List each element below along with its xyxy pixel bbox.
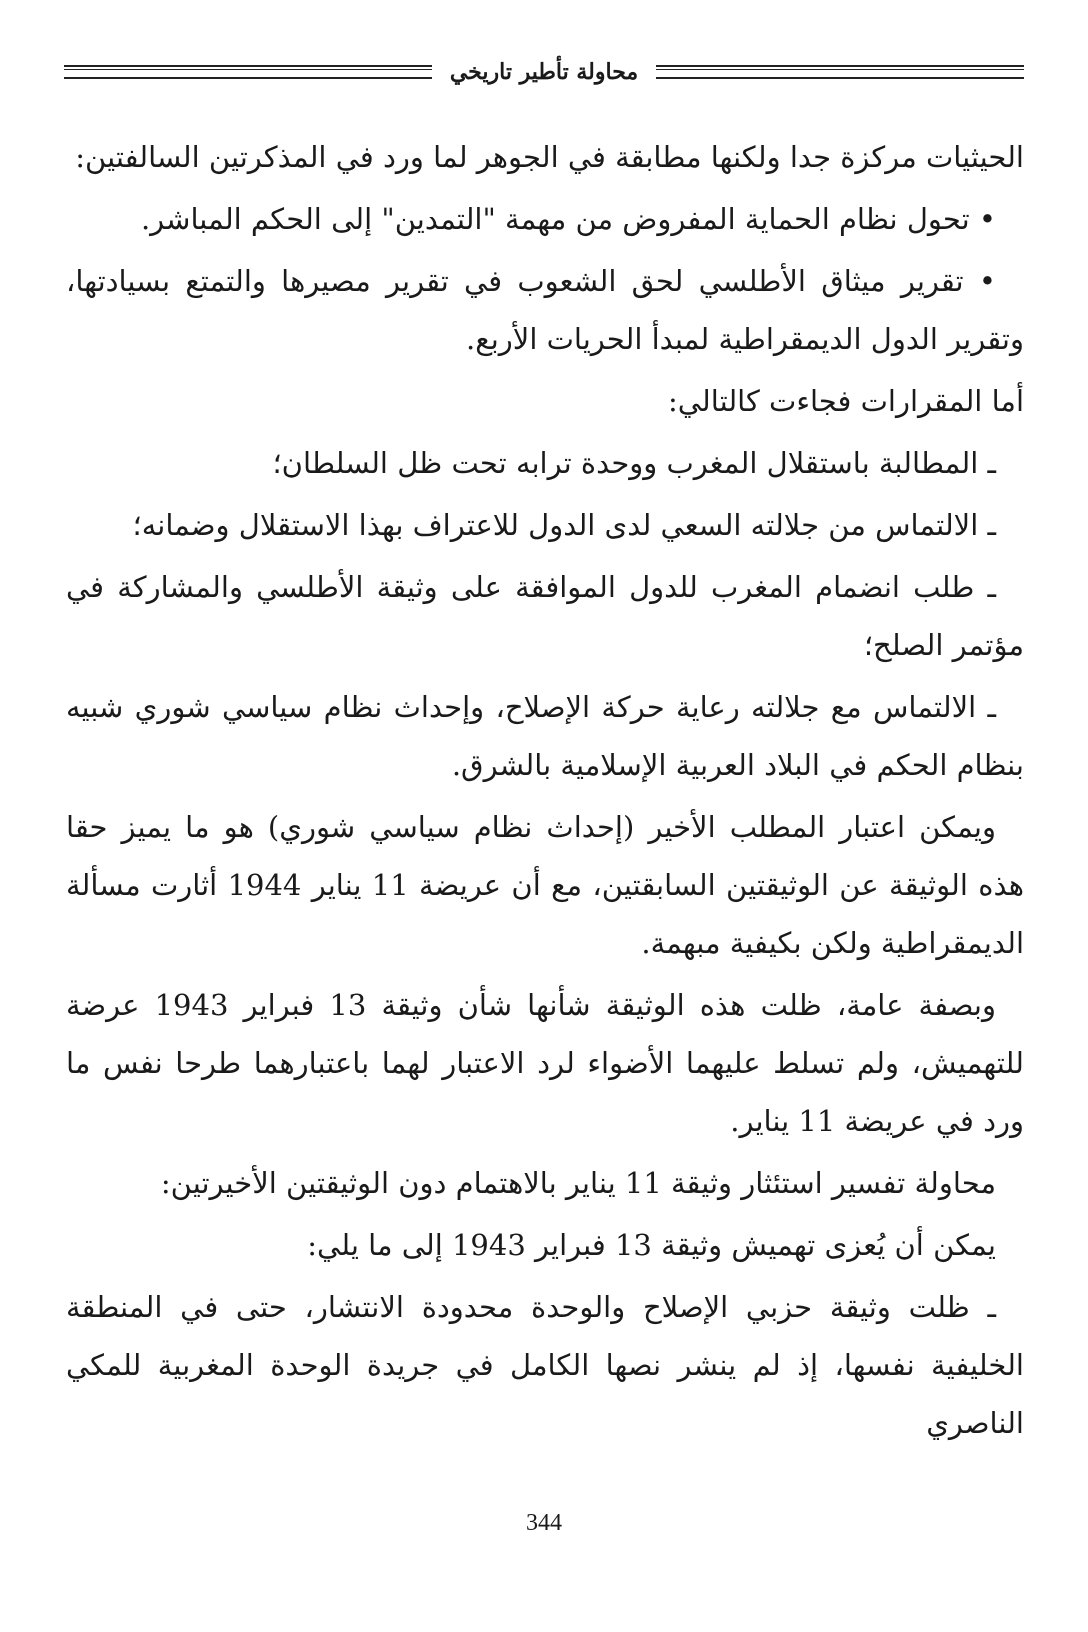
list-item: ـ الالتماس مع جلالته رعاية حركة الإصلاح، وإحداث نظام سياسي شوري شبيه بنظام الحكم في البلاد العربية الإسلامية بالشرق. bbox=[66, 690, 1024, 782]
paragraph: يمكن أن يُعزى تهميش وثيقة 13 فبراير 1943 إلى ما يلي: bbox=[307, 1228, 996, 1262]
list-item: ـ طلب انضمام المغرب للدول الموافقة على وثيقة الأطلسي والمشاركة في مؤتمر الصلح؛ bbox=[66, 570, 1024, 662]
running-title: محاولة تأطير تاريخي bbox=[449, 59, 639, 85]
list-item: ـ المطالبة باستقلال المغرب ووحدة ترابه تحت ظل السلطان؛ bbox=[272, 446, 996, 480]
bullet-item: • تقرير ميثاق الأطلسي لحق الشعوب في تقرير مصيرها والتمتع بسيادتها، وتقرير الدول الديمقراطية لمبدأ الحريات الأربع. bbox=[66, 264, 1024, 356]
paragraph: ويمكن اعتبار المطلب الأخير (إحداث نظام سياسي شوري) هو ما يميز حقا هذه الوثيقة عن الوثيقتين السابقتين، مع أن عريضة 11 يناير 1944 أثارت مسألة الديمقراطية ولكن بكيفية مبهمة. bbox=[66, 810, 1024, 960]
paragraph: أما المقرارات فجاءت كالتالي: bbox=[667, 384, 1024, 418]
list-item: ـ الالتماس من جلالته السعي لدى الدول للاعتراف بهذا الاستقلال وضمانه؛ bbox=[132, 508, 996, 542]
header-rule-right bbox=[656, 65, 1024, 79]
page-number: 344 bbox=[526, 1510, 562, 1536]
paragraph: محاولة تفسير استئثار وثيقة 11 يناير بالاهتمام دون الوثيقتين الأخيرتين: bbox=[160, 1166, 996, 1200]
running-header bbox=[64, 52, 1024, 92]
paragraph: وبصفة عامة، ظلت هذه الوثيقة شأنها شأن وثيقة 13 فبراير 1943 عرضة للتهميش، ولم تسلط عليهما الأضواء لرد الاعتبار لهما باعتبارهما طرحا نفس ما ورد في عريضة 11 يناير. bbox=[66, 988, 1024, 1138]
paragraph: الحيثيات مركزة جدا ولكنها مطابقة في الجوهر لما ورد في المذكرتين السالفتين: bbox=[75, 140, 1024, 174]
list-item: ـ ظلت وثيقة حزبي الإصلاح والوحدة محدودة الانتشار، حتى في المنطقة الخليفية نفسها، إذ لم ينشر نصها الكامل في جريدة الوحدة المغربية للمكي الناصري bbox=[66, 1290, 1024, 1440]
bullet-item: • تحول نظام الحماية المفروض من مهمة "التمدين" إلى الحكم المباشر. bbox=[140, 202, 996, 236]
page-body bbox=[66, 128, 1024, 1456]
header-rule-left bbox=[64, 65, 432, 79]
